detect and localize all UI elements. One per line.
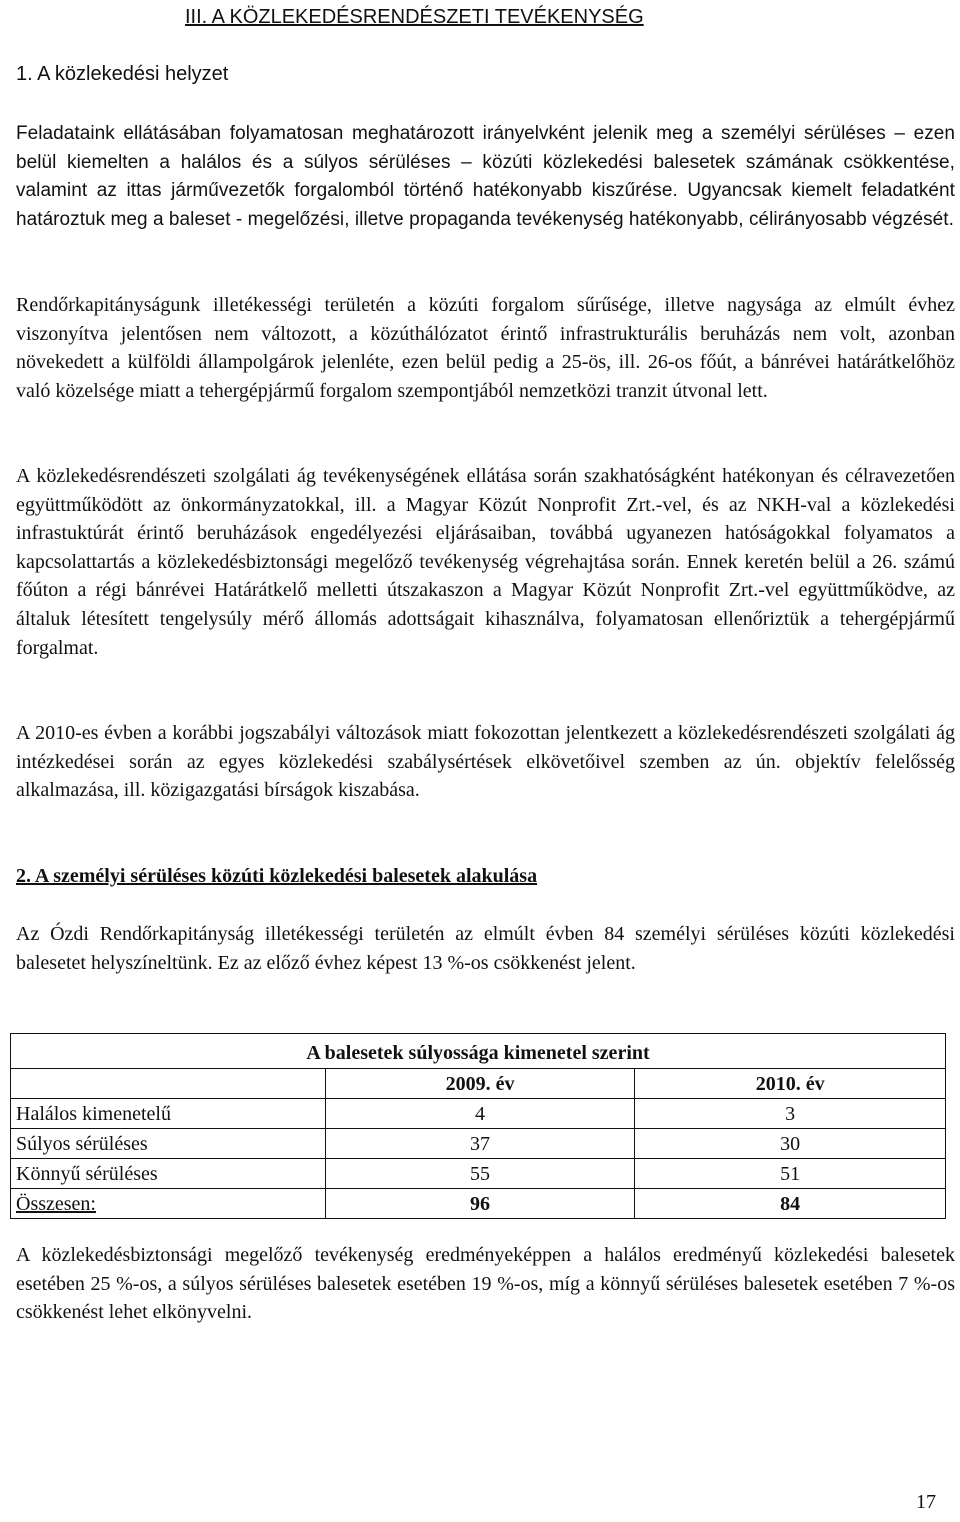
table-header-2009: 2009. év: [325, 1069, 635, 1099]
paragraph-accident-count: Az Ózdi Rendőrkapitányság illetékességi területén az elmúlt évben 84 személyi sérüléses közúti közlekedési balesetet helyszíneltünk. Ez az előző évhez képest 13 %-os csökkenést jelent.: [16, 923, 955, 974]
table-header-2010: 2010. év: [635, 1069, 946, 1099]
cell-2010-total: 84: [635, 1189, 946, 1219]
section-heading-traffic-situation: 1. A közlekedési helyzet: [16, 63, 229, 85]
table-title-row: [11, 1034, 946, 1069]
section-heading-accidents: 2. A személyi sérüléses közúti közlekedési balesetek alakulása: [16, 865, 538, 887]
cell-2010: 51: [635, 1159, 946, 1189]
cell-2010: 30: [635, 1129, 946, 1159]
table-row-total: [11, 1189, 946, 1219]
paragraph-cooperation: A közlekedésrendészeti szolgálati ág tevékenységének ellátása során szakhatóságként hatékonyan és célravezetően együttműködött az önkormányzatokkal, ill. a Magyar Közút Nonprofit Zrt.-vel, és az NKH-val a közlekedési infrastuktúrát érintő beruházások engedélyezési eljárásaiban, továbbá ugyanezen hatóságokkal folyamatos a kapcsolattartás a közlekedésbiztonsági megelőző tevékenység végrehajtása során. Ennek keretén belül a 26. számú főúton a régi bánrévei Határátkelő melletti útszakaszon a Magyar Közút Nonprofit Zrt.-vel együttműködve, az általuk létesített tengelysúly mérő állomás adottságait kihasználva, folyamatosan ellenőriztük a tehergépjármű forgalmat.: [16, 465, 955, 659]
row-label: Súlyos sérüléses: [11, 1129, 326, 1159]
row-label: Könnyű sérüléses: [11, 1159, 326, 1189]
cell-2009: 4: [325, 1099, 635, 1129]
table-row: [11, 1099, 946, 1129]
table-header-empty: [11, 1069, 326, 1099]
cell-2010: 3: [635, 1099, 946, 1129]
cell-2009: 55: [325, 1159, 635, 1189]
cell-2009-total: 96: [325, 1189, 635, 1219]
paragraph-tasks: Feladataink ellátásában folyamatosan meghatározott irányelvként jelenik meg a személyi sérüléses – ezen belül kiemelten a halálos és a súlyos sérüléses – közúti közlekedési balesetek számának csökkentése, valamint az ittas járművezetők forgalomból történő hatékonyabb kiszűrése. Ugyancsak kiemelt feladatként határoztuk meg a baleset - megelőzési, illetve propaganda tevékenység hatékonyabb, célirányosabb végzését.: [16, 123, 955, 230]
row-label: Halálos kimenetelű: [11, 1099, 326, 1129]
table-header-row: [11, 1069, 946, 1099]
row-label-total: Összesen:: [11, 1189, 326, 1219]
paragraph-legislation: A 2010-es évben a korábbi jogszabályi változások miatt fokozottan jelentkezett a közlekedésrendészeti szolgálati ág intézkedései során az egyes közlekedési szabálysértések elkövetőivel szemben az ún. objektív felelősség alkalmazása, ill. közigazgatási bírságok kiszabása.: [16, 722, 955, 802]
page-number: 17: [916, 1491, 936, 1513]
accident-severity-table: [10, 1033, 946, 1219]
paragraph-prevention-results: A közlekedésbiztonsági megelőző tevékenység eredményeképpen a halálos eredményű közlekedési balesetek esetében 25 %-os, a súlyos sérüléses balesetek esetében 19 %-os, míg a könnyű sérüléses balesetek esetében 7 %-os csökkenést lehet elkönyvelni.: [16, 1244, 955, 1324]
cell-2009: 37: [325, 1129, 635, 1159]
table-title: A balesetek súlyossága kimenetel szerint: [11, 1034, 946, 1069]
main-heading: III. A KÖZLEKEDÉSRENDÉSZETI TEVÉKENYSÉG: [185, 6, 644, 28]
table-row: [11, 1159, 946, 1189]
table-row: [11, 1129, 946, 1159]
paragraph-traffic-density: Rendőrkapitányságunk illetékességi területén a közúti forgalom sűrűsége, illetve nagysága az elmúlt évhez viszonyítva jelentősen nem változott, a közúthálózatot érintő infrastrukturális beruházás nem volt, azonban növekedett a külföldi állampolgárok jelenléte, ezen belül pedig a 25-ös, ill. 26-os főút, a bánrévei határátkelőhöz való közelsége miatt a tehergépjármű forgalom szempontjából nemzetközi tranzit útvonal lett.: [16, 294, 955, 402]
